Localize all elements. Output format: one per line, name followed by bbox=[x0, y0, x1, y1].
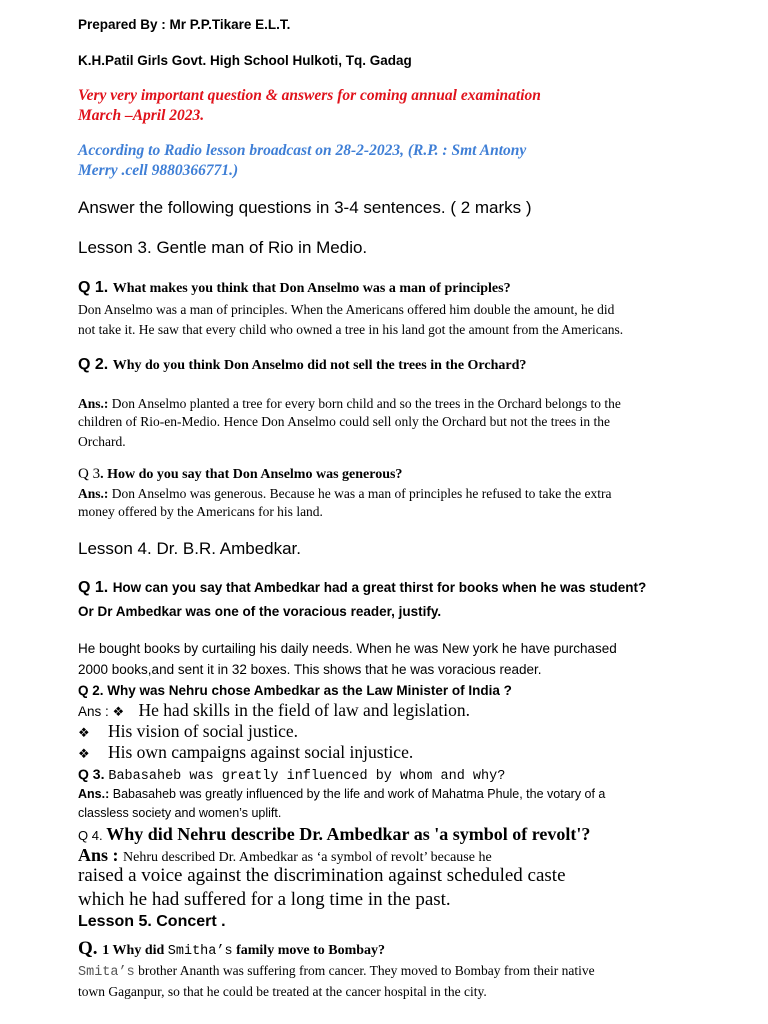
lesson-4-title: Lesson 4. Dr. B.R. Ambedkar. bbox=[78, 539, 302, 558]
question-number: Q 4. bbox=[78, 828, 107, 843]
question-text: . How do you say that Don Anselmo was generous? bbox=[100, 467, 403, 482]
question-text: What makes you think that Don Anselmo was a man of principles? bbox=[112, 281, 511, 296]
bullet-icon: ❖ bbox=[78, 746, 90, 761]
answer-line: not take it. He saw that every child who owned a tree in his land got the amount from the Americans. bbox=[78, 322, 624, 337]
question-number: Q 3. bbox=[78, 766, 109, 782]
answer-line bbox=[78, 963, 595, 980]
answer-line bbox=[78, 787, 605, 801]
lesson-3-title: Lesson 3. Gentle man of Rio in Medio. bbox=[78, 238, 368, 257]
answer-label: Ans : bbox=[78, 704, 113, 719]
bullet-item bbox=[78, 721, 298, 742]
answer-text: Don Anselmo was generous. Because he was a man of principles he refused to take the extra bbox=[111, 486, 612, 501]
question-number: Q 2. bbox=[78, 356, 113, 373]
school-name: K.H.Patil Girls Govt. High School Hulkoti, Tq. Gadag bbox=[78, 53, 412, 68]
answer-text: brother Ananth was suffering from cancer. They moved to Bombay from their native bbox=[134, 963, 595, 978]
answer-line: raised a voice against the discrimination against scheduled caste bbox=[78, 865, 566, 886]
question-text-name: Smitha’s bbox=[167, 944, 233, 959]
bullet-icon: ❖ bbox=[112, 704, 125, 719]
answer-text: Don Anselmo planted a tree for every born child and so the trees in the Orchard belongs to the bbox=[111, 396, 621, 411]
lesson-4-q3 bbox=[78, 766, 505, 784]
bullet-item bbox=[78, 700, 470, 721]
lesson-3-q1 bbox=[78, 279, 511, 297]
question-text: family move to Bombay? bbox=[232, 943, 386, 958]
answer-line: He bought books by curtailing his daily needs. When he was New york he have purchased bbox=[78, 641, 617, 656]
answer-line: children of Rio-en-Medio. Hence Don Anselmo could sell only the Orchard but not the trees in the bbox=[78, 414, 610, 429]
lesson-4-q1 bbox=[78, 579, 646, 597]
answer-line: 2000 books,and sent it in 32 boxes. This shows that he was voracious reader. bbox=[78, 662, 542, 677]
answer-label: Ans.: bbox=[78, 396, 112, 411]
answer-line bbox=[78, 486, 611, 502]
question-number: Q 1. bbox=[78, 579, 113, 596]
radio-note-line-2: Merry .cell 9880366771.) bbox=[78, 162, 239, 179]
answer-label: Ans.: bbox=[78, 787, 113, 801]
answer-text: Nehru described Dr. Ambedkar as ‘a symbol of revolt’ because he bbox=[123, 850, 492, 865]
question-text: How can you say that Ambedkar had a great thirst for books when he was student? bbox=[112, 580, 647, 595]
bullet-text: His own campaigns against social injustice. bbox=[108, 742, 414, 762]
lesson-5-title: Lesson 5. Concert . bbox=[78, 913, 226, 930]
bullet-text: He had skills in the field of law and legislation. bbox=[138, 700, 470, 720]
lesson-3-q2 bbox=[78, 356, 526, 374]
question-alternate: Or Dr Ambedkar was one of the voracious reader, justify. bbox=[78, 604, 442, 619]
radio-note-line-1: According to Radio lesson broadcast on 28-2-2023, (R.P. : Smt Antony bbox=[78, 142, 527, 159]
answer-line: money offered by the Americans for his land. bbox=[78, 504, 323, 519]
answer-line bbox=[78, 396, 621, 412]
lesson-5-q1 bbox=[78, 938, 385, 960]
bullet-item bbox=[78, 742, 413, 763]
answer-line bbox=[78, 845, 492, 866]
answer-line: Don Anselmo was a man of principles. When the Americans offered him double the amount, he did bbox=[78, 302, 615, 317]
instruction: Answer the following questions in 3-4 sentences. ( 2 marks ) bbox=[78, 198, 532, 217]
notice-line-2: March –April 2023. bbox=[78, 107, 205, 124]
question-number: Q 1. bbox=[78, 279, 113, 296]
answer-line: Orchard. bbox=[78, 434, 126, 449]
question-text: Babasaheb was greatly influenced by whom and why? bbox=[108, 769, 506, 784]
question-text: Why do you think Don Anselmo did not sell the trees in the Orchard? bbox=[112, 358, 527, 373]
prepared-by: Prepared By : Mr P.P.Tikare E.L.T. bbox=[78, 17, 291, 32]
answer-name: Smita’s bbox=[78, 965, 135, 980]
answer-label: Ans.: bbox=[78, 486, 112, 501]
answer-label: Ans : bbox=[78, 845, 124, 865]
bullet-text: His vision of social justice. bbox=[108, 721, 299, 741]
answer-line: which he had suffered for a long time in the past. bbox=[78, 889, 451, 910]
question-text: Why did Nehru describe Dr. Ambedkar as 'a symbol of revolt'? bbox=[106, 824, 591, 844]
lesson-4-q2: Q 2. Why was Nehru chose Ambedkar as the Law Minister of India ? bbox=[78, 683, 512, 698]
lesson-3-q3 bbox=[78, 466, 402, 483]
question-number: Q. bbox=[78, 938, 103, 959]
answer-line: classless society and women’s uplift. bbox=[78, 806, 282, 820]
answer-text: Babasaheb was greatly influenced by the life and work of Mahatma Phule, the votary of a bbox=[112, 787, 606, 801]
bullet-icon: ❖ bbox=[78, 725, 90, 740]
notice-line-1: Very very important question & answers for coming annual examination bbox=[78, 87, 541, 104]
question-number: Q 3 bbox=[78, 466, 101, 482]
lesson-4-q4 bbox=[78, 824, 590, 845]
answer-line: town Gaganpur, so that he could be treated at the cancer hospital in the city. bbox=[78, 984, 487, 999]
question-text: 1 Why did bbox=[102, 943, 168, 958]
